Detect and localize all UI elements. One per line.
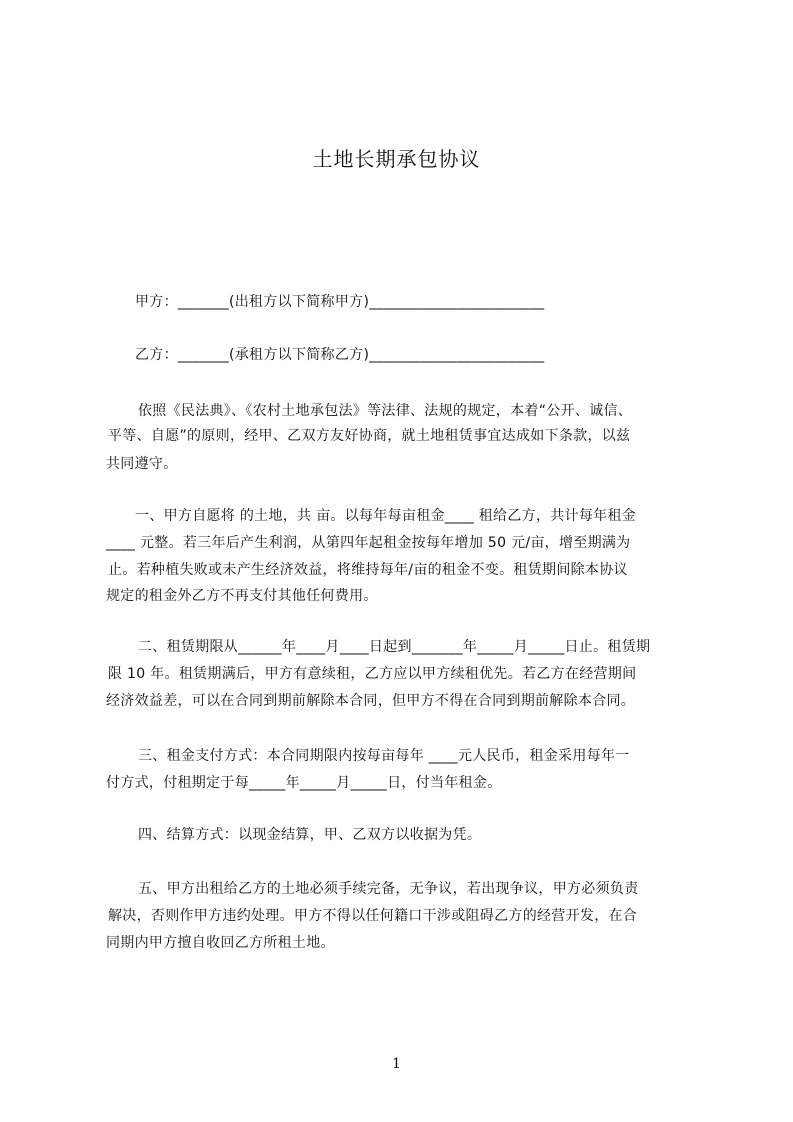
party-a-line: 甲方：_______(出租方以下简称甲方)________________________ (135, 294, 545, 310)
preamble-line-1: 依照《民法典》、《农村土地承包法》等法律、法规的规定，本着“公开、诚信、 (138, 403, 633, 419)
clause5-line-1: 五、甲方出租给乙方的土地必须手续完备，无争议，若出现争议，甲方必须负责 (138, 881, 639, 897)
page-number: 1 (392, 1056, 401, 1072)
clause1-line-1: 一、甲方自愿将 的土地，共 亩。以每年每亩租金____ 租给乙方，共计每年租金 (135, 508, 637, 524)
clause3-line-2: 付方式，付租期定于每_____年_____月_____日，付当年租金。 (106, 775, 502, 791)
party-b-line: 乙方：_______(承租方以下简称乙方)________________________ (135, 347, 545, 363)
clause2-line-3: 经济效益差，可以在合同到期前解除本合同，但甲方不得在合同到期前解除本合同。 (106, 693, 636, 709)
clause1-line-3: 止。若种植失败或未产生经济效益，将维持每年/亩的租金不变。租赁期间除本协议 (108, 562, 628, 578)
clause1-line-4: 规定的租金外乙方不再支付其他任何费用。 (106, 588, 378, 604)
preamble-line-3: 共同遵守。 (106, 456, 178, 472)
preamble-line-2: 平等、自愿”的原则，经甲、乙双方友好协商，就土地租赁事宜达成如下条款，以兹 (108, 428, 631, 444)
clause5-line-3: 同期内甲方擅自收回乙方所租土地。 (106, 935, 335, 951)
clause4-line-1: 四、结算方式：以现金结算，甲、乙双方以收据为凭。 (138, 827, 482, 843)
clause5-line-2: 解决，否则作甲方违约处理。甲方不得以任何籍口干涉或阻碍乙方的经营开发，在合 (108, 908, 638, 924)
clause2-line-1: 二、租赁期限从______年____月____日起到_______年_____月_____日止。租赁期 (138, 639, 651, 655)
clause3-line-1: 三、租金支付方式：本合同期限内按每亩每年 ____元人民币，租金采用每年一 (138, 748, 630, 764)
clause2-line-2: 限 10 年。租赁期满后，甲方有意续租，乙方应以甲方续租优先。若乙方在经营期间 (108, 666, 637, 682)
clause1-line-2: ____ 元整。若三年后产生利润，从第四年起租金按每年增加 50 元/亩，增至期满为 (106, 535, 631, 551)
page-title: 土地长期承包协议 (312, 147, 481, 171)
